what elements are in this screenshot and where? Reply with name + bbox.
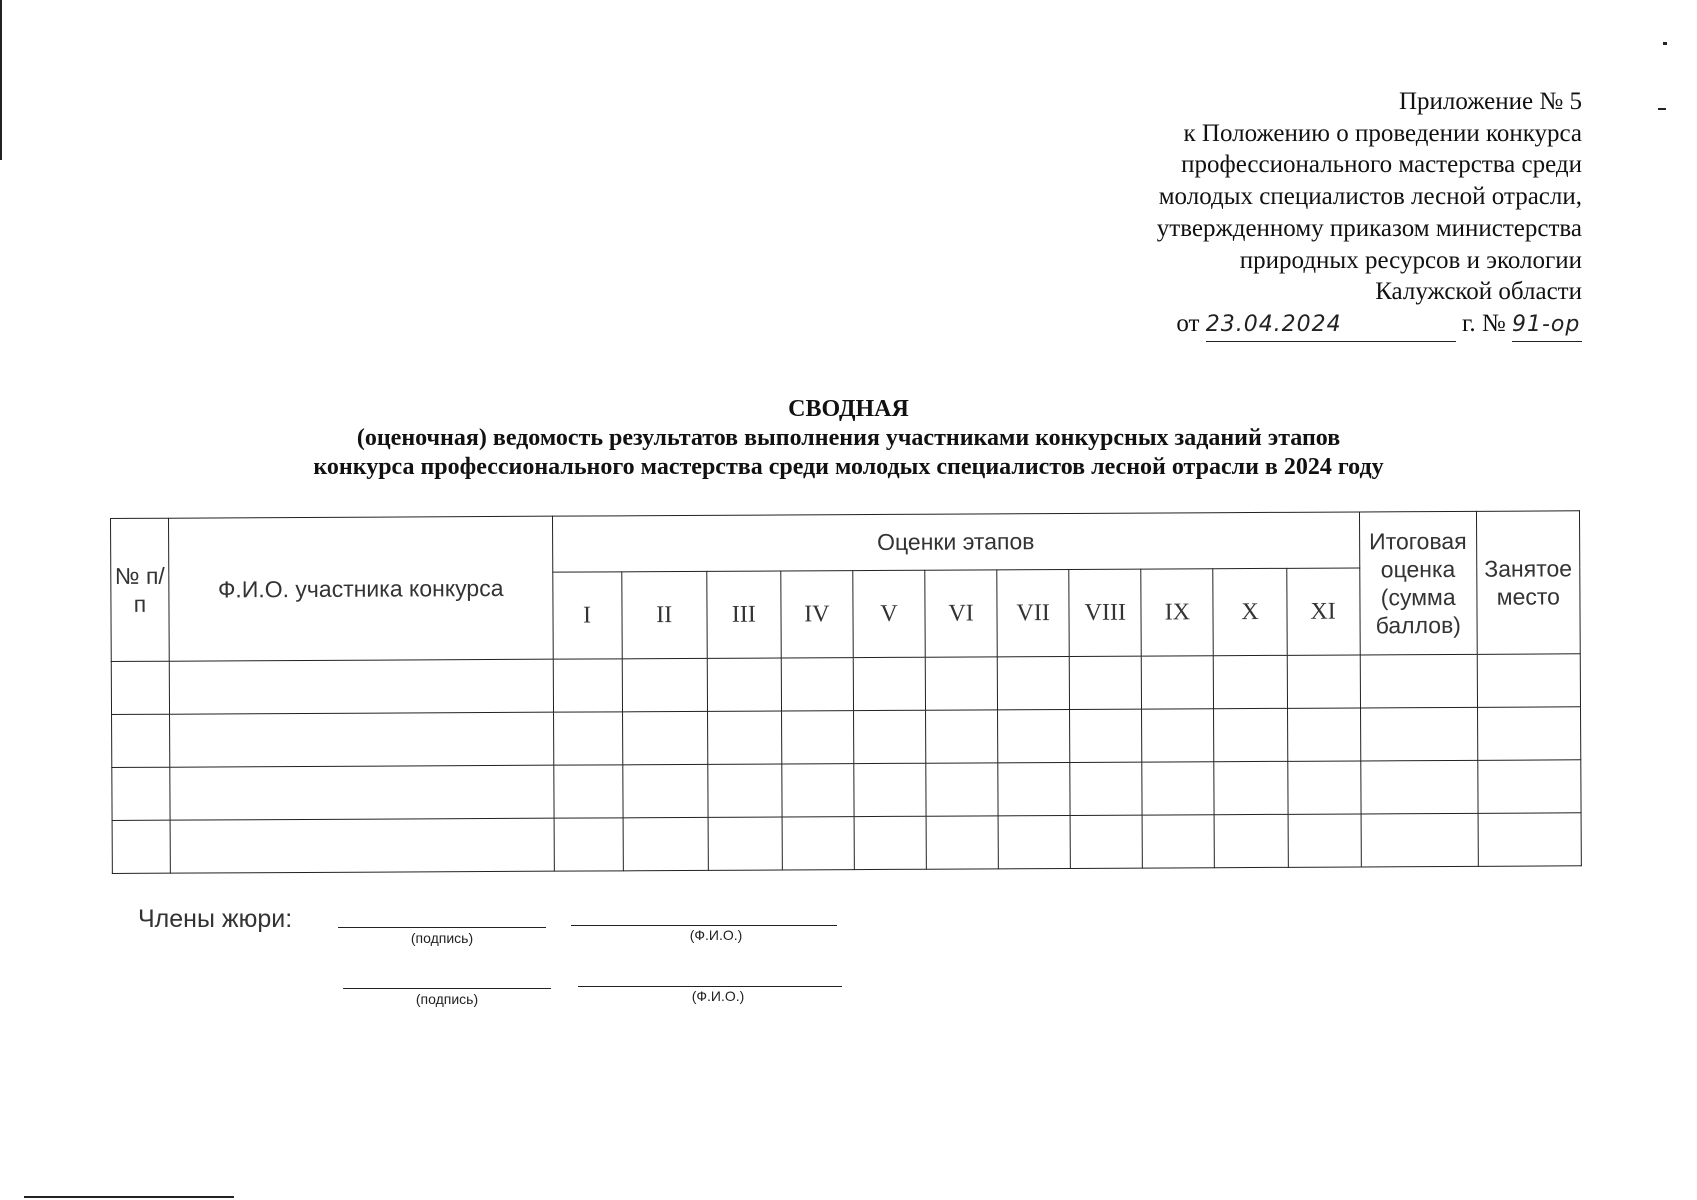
- table-cell: [854, 816, 926, 869]
- table-cell: [1478, 760, 1581, 814]
- table-cell: [926, 710, 998, 763]
- header-stage: X: [1213, 568, 1287, 655]
- table-cell: [622, 658, 707, 711]
- annex-line: природных ресурсов и экологии: [1239, 246, 1582, 274]
- table-cell: [853, 710, 925, 763]
- table-cell: [926, 816, 998, 869]
- table-cell: [112, 714, 170, 767]
- header-stage: II: [621, 571, 707, 658]
- title-line-2: (оценочная) ведомость результатов выполнения участниками конкурсных заданий этапов: [356, 425, 1341, 451]
- title-line-1: СВОДНАЯ: [788, 396, 909, 422]
- table-cell: [1360, 707, 1477, 761]
- table-cell: [1142, 709, 1214, 762]
- table-cell: [1069, 656, 1141, 709]
- name-caption: (Ф.И.О.): [689, 927, 743, 943]
- scan-speck: [1663, 42, 1667, 45]
- table-cell: [926, 763, 998, 816]
- table-cell: [707, 658, 781, 711]
- signature-caption: (подпись): [410, 930, 474, 946]
- number-blank: [1512, 308, 1582, 342]
- header-participant-name: Ф.И.О. участника конкурса: [169, 516, 553, 661]
- signature-caption: (подпись): [415, 991, 479, 1007]
- name-line: [571, 925, 837, 926]
- table-row: [112, 760, 1581, 821]
- scan-bottom-line: [24, 1196, 234, 1198]
- annex-block: [1157, 86, 1582, 342]
- header-stage: I: [552, 572, 622, 659]
- scan-edge-line: [0, 0, 2, 160]
- table-cell: [170, 818, 554, 873]
- table-cell: [782, 817, 854, 870]
- header-stage-scores: Оценки этапов: [552, 512, 1359, 572]
- annex-line: молодых специалистов лесной отрасли,: [1158, 183, 1582, 211]
- table-cell: [111, 661, 169, 714]
- table-cell: [998, 762, 1070, 815]
- table-cell: [170, 765, 554, 820]
- table-cell: [854, 763, 926, 816]
- header-stage: V: [853, 570, 926, 657]
- signature-line: [338, 927, 546, 928]
- table-cell: [1361, 813, 1478, 867]
- annex-line: утвержденному приказом министерства: [1156, 214, 1582, 242]
- table-cell: [1214, 655, 1287, 708]
- table-cell: [1360, 760, 1477, 814]
- annex-line: к Положению о проведении конкурса: [1183, 119, 1582, 147]
- table-cell: [998, 815, 1070, 868]
- table-cell: [1360, 654, 1477, 708]
- table-cell: [708, 817, 782, 870]
- header-stage: VII: [997, 569, 1070, 656]
- jury-label: Члены жюри:: [138, 905, 293, 933]
- name-caption: (Ф.И.О.): [691, 988, 745, 1004]
- header-stage: VIII: [1069, 569, 1142, 656]
- header-stage: XI: [1286, 568, 1360, 655]
- table-cell: [1070, 709, 1142, 762]
- table-cell: [1142, 656, 1214, 709]
- table-cell: [170, 712, 554, 767]
- table-cell: [1070, 815, 1142, 868]
- table-cell: [1070, 762, 1142, 815]
- table-cell: [1288, 814, 1361, 867]
- table-cell: [1477, 654, 1580, 708]
- annex-line: Приложение № 5: [1398, 88, 1582, 115]
- table-cell: [781, 658, 853, 711]
- table-cell: [781, 711, 853, 764]
- table-cell: [925, 657, 997, 710]
- table-cell: [112, 820, 170, 873]
- table-row: [112, 813, 1581, 874]
- table-cell: [1214, 708, 1287, 761]
- table-cell: [1287, 655, 1360, 708]
- table-cell: [1287, 761, 1360, 814]
- annex-line: профессионального мастерства среди: [1181, 151, 1582, 179]
- table-cell: [553, 712, 622, 765]
- header-place: Занятое место: [1476, 511, 1580, 655]
- handwritten-number: 91-op: [1512, 311, 1581, 337]
- table-row: [112, 707, 1581, 768]
- number-prefix: г. №: [1461, 309, 1506, 337]
- table-cell: [169, 659, 553, 714]
- table-cell: [1142, 762, 1214, 815]
- table-cell: [553, 765, 622, 818]
- table-cell: [1287, 708, 1360, 761]
- table-cell: [1142, 815, 1214, 868]
- date-blank: [1206, 308, 1456, 342]
- table-cell: [1214, 761, 1287, 814]
- table-cell: [997, 656, 1069, 709]
- table-cell: [1214, 814, 1287, 867]
- title-line-3: конкурса профессионального мастерства среди молодых специалистов лесной отрасли в 2024 году: [313, 454, 1384, 480]
- table-cell: [853, 657, 925, 710]
- table-cell: [1478, 813, 1581, 867]
- table-cell: [1477, 707, 1580, 761]
- date-prefix: от: [1176, 309, 1200, 337]
- table-cell: [554, 818, 623, 871]
- table-row: [111, 654, 1580, 715]
- table-cell: [553, 659, 622, 712]
- table-cell: [782, 764, 854, 817]
- table-cell: [998, 709, 1070, 762]
- annex-line: Калужской области: [1375, 278, 1582, 306]
- header-stage: IV: [781, 571, 854, 658]
- table-cell: [622, 764, 707, 817]
- table-cell: [707, 711, 781, 764]
- table-cell: [708, 764, 782, 817]
- name-line: [578, 986, 842, 987]
- header-stage: IX: [1141, 569, 1214, 656]
- scan-speck: [1658, 108, 1666, 110]
- table-cell: [112, 767, 170, 820]
- header-stage: III: [707, 571, 782, 658]
- results-table: [110, 510, 1582, 874]
- annex-date-line: [1157, 308, 1582, 342]
- header-row-number: № п/п: [111, 518, 170, 661]
- header-stage: VI: [925, 570, 998, 657]
- table-cell: [622, 711, 707, 764]
- document-title: [0, 395, 1697, 482]
- signature-line: [343, 988, 551, 989]
- handwritten-date: 23.04.2024: [1205, 311, 1342, 337]
- table-cell: [623, 817, 708, 870]
- header-total-score: Итоговая оценка (сумма баллов): [1359, 511, 1477, 655]
